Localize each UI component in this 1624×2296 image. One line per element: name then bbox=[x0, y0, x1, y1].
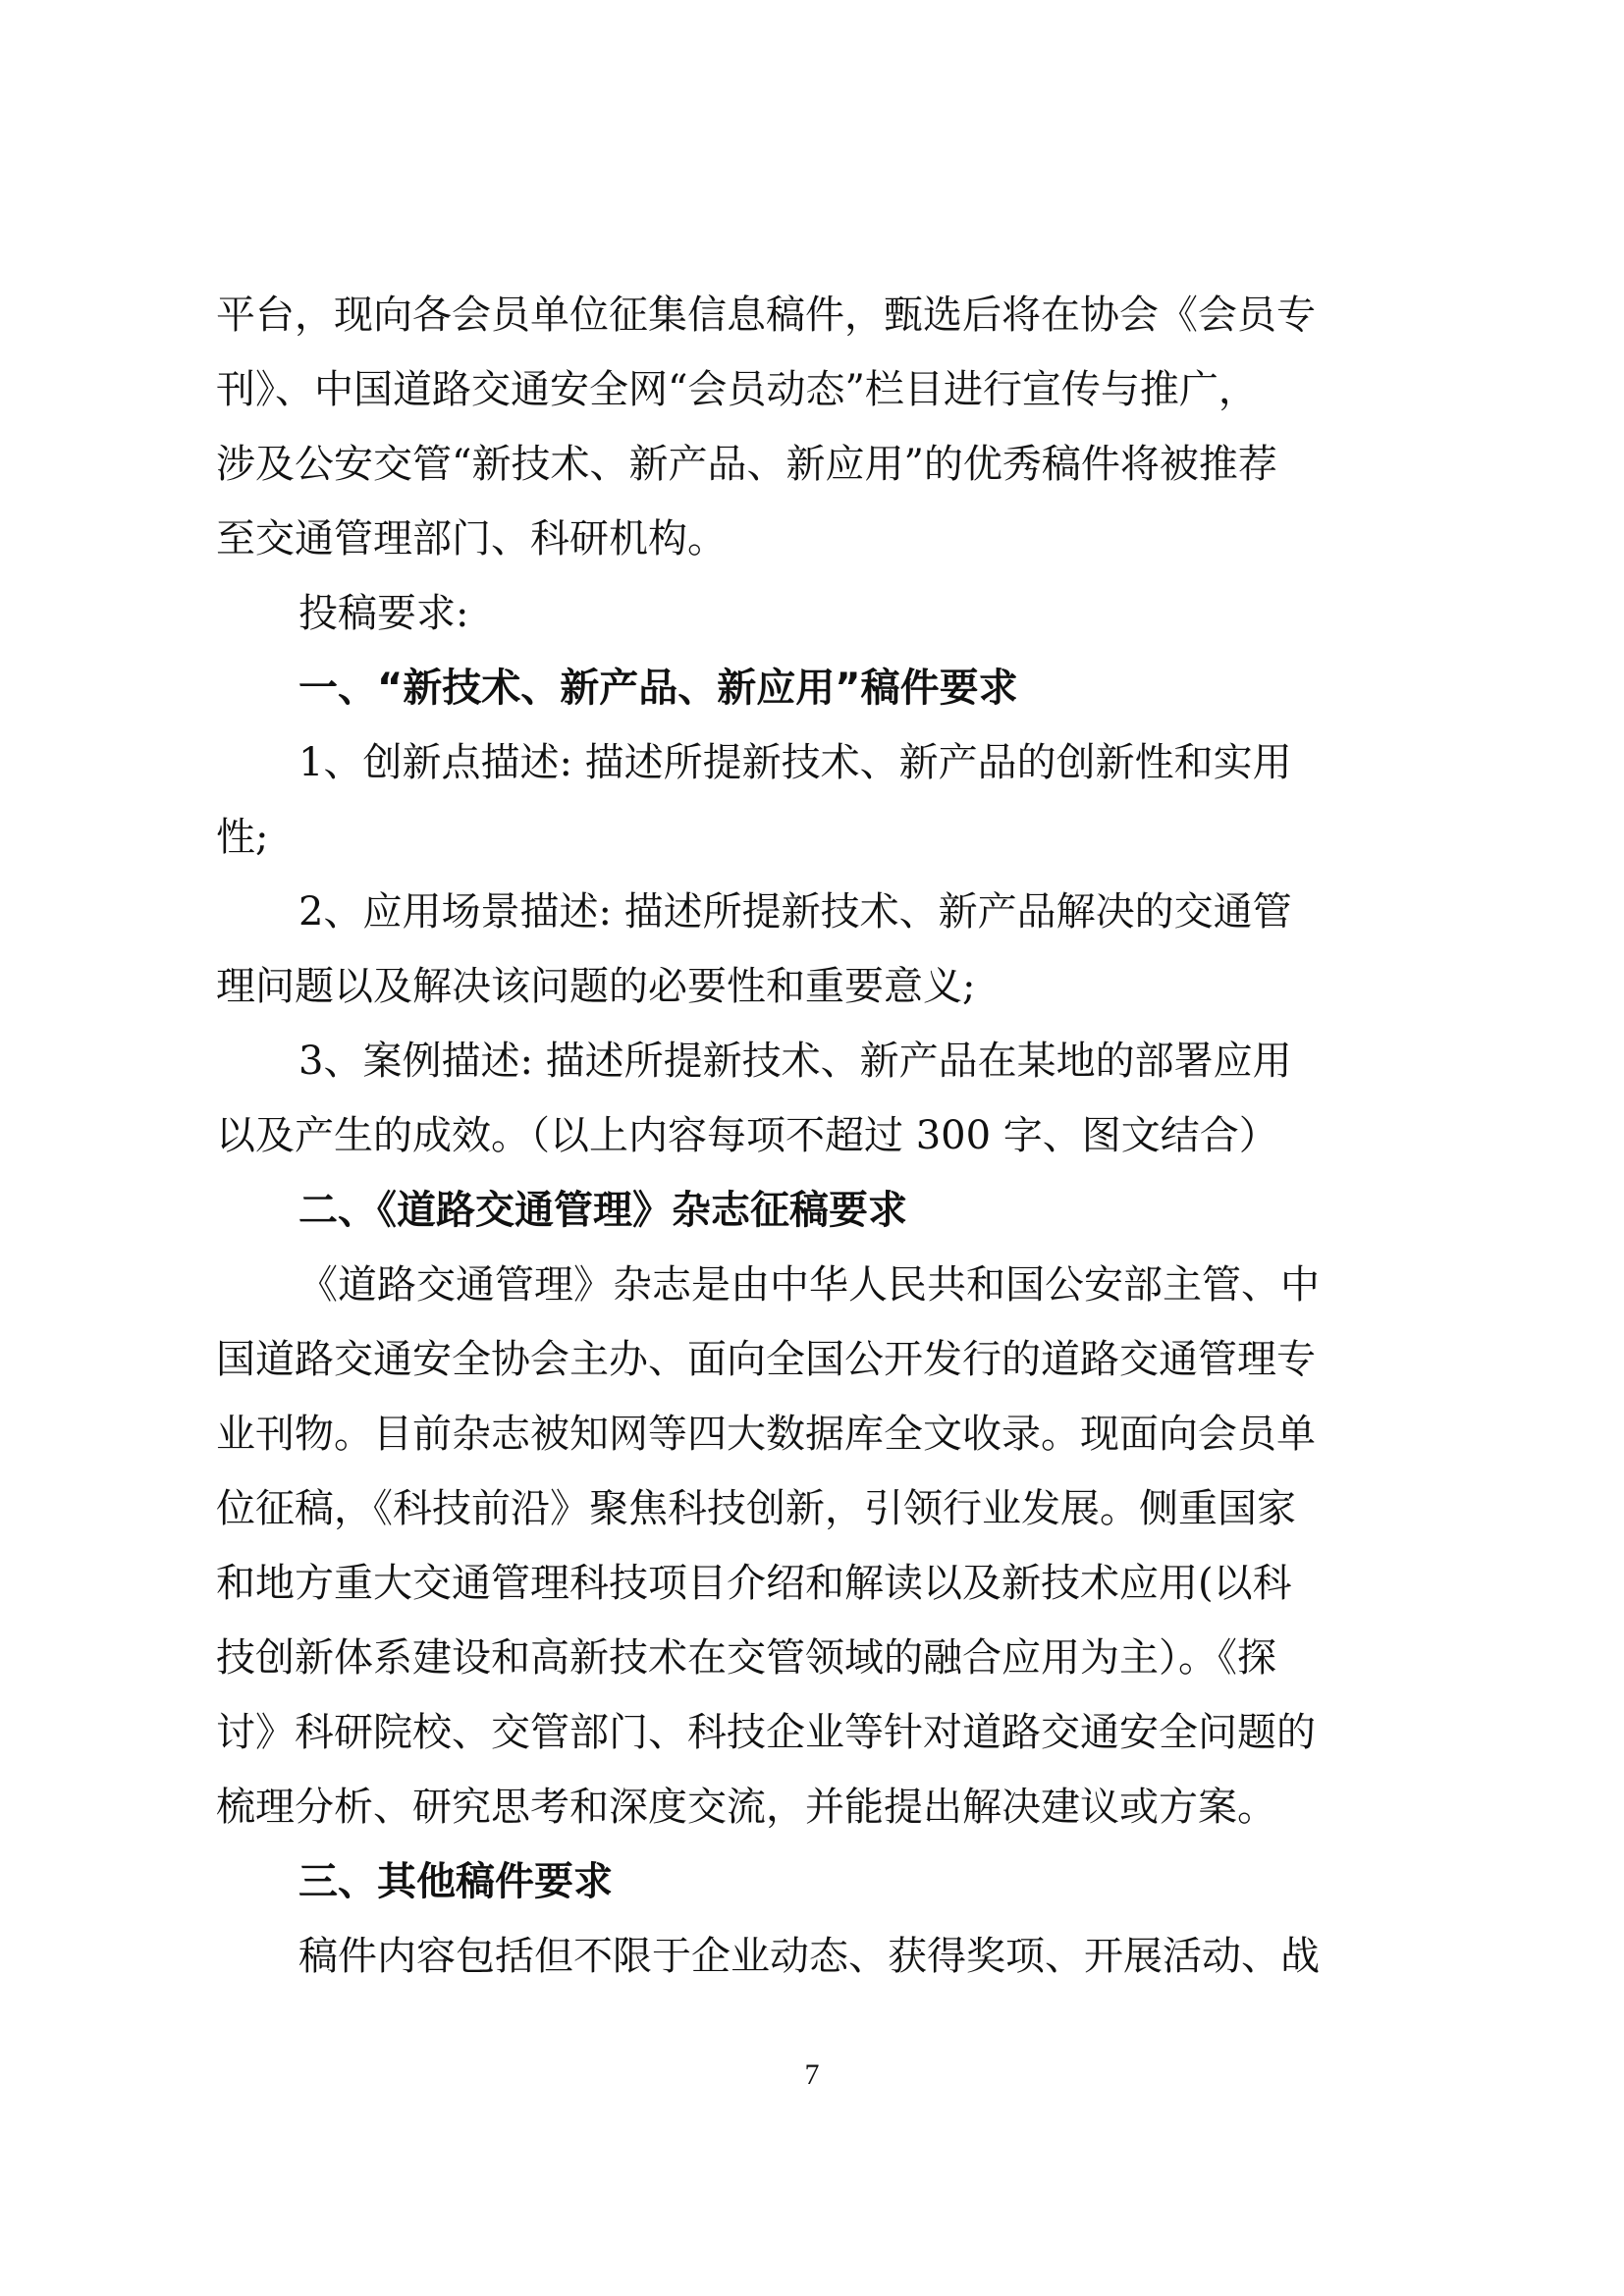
body-text bbox=[216, 278, 1424, 1994]
submission-requirements-label: 投稿要求: bbox=[298, 591, 469, 636]
paragraph-line: 以及产生的成效。（以上内容每项不超过 300 字、图文结合） bbox=[216, 1113, 1278, 1158]
paragraph-line: 国道路交通安全协会主办、面向全国公开发行的道路交通管理专 bbox=[216, 1337, 1316, 1382]
page-number: 7 bbox=[804, 2058, 820, 2091]
paragraph-line: 2、应用场景描述: 描述所提新技术、新产品解决的交通管 bbox=[298, 889, 1292, 934]
paragraph-line: 业刊物。目前杂志被知网等四大数据库全文收录。现面向会员单 bbox=[216, 1412, 1316, 1457]
paragraph-line: 平台，现向各会员单位征集信息稿件，甄选后将在协会《会员专 bbox=[216, 293, 1316, 338]
paragraph-line: 位征稿，《科技前沿》聚焦科技创新，引领行业发展。侧重国家 bbox=[216, 1486, 1296, 1531]
paragraph-line: 理问题以及解决该问题的必要性和重要意义; bbox=[216, 964, 976, 1009]
paragraph-line: 稿件内容包括但不限于企业动态、获得奖项、开展活动、战 bbox=[298, 1934, 1320, 1979]
paragraph-line: 涉及公安交管“新技术、新产品、新应用”的优秀稿件将被推荐 bbox=[216, 442, 1277, 487]
paragraph-line: 性; bbox=[216, 815, 269, 860]
paragraph-line: 刊》、中国道路交通安全网“会员动态”栏目进行宣传与推广， bbox=[216, 367, 1258, 412]
section-heading-1: 一、“新技术、新产品、新应用”稿件要求 bbox=[298, 666, 1018, 711]
paragraph-line: 和地方重大交通管理科技项目介绍和解读以及新技术应用(以科 bbox=[216, 1561, 1292, 1606]
paragraph-line: 3、案例描述: 描述所提新技术、新产品在某地的部署应用 bbox=[298, 1039, 1292, 1084]
paragraph-line: 《道路交通管理》杂志是由中华人民共和国公安部主管、中 bbox=[298, 1262, 1320, 1308]
paragraph-line: 至交通管理部门、科研机构。 bbox=[216, 516, 727, 561]
paragraph-line: 梳理分析、研究思考和深度交流，并能提出解决建议或方案。 bbox=[216, 1785, 1276, 1830]
paragraph-line: 技创新体系建设和高新技术在交管领域的融合应用为主）。《探 bbox=[216, 1635, 1276, 1681]
paragraph-line: 讨》科研院校、交管部门、科技企业等针对道路交通安全问题的 bbox=[216, 1710, 1316, 1755]
paragraph-line: 1、创新点描述: 描述所提新技术、新产品的创新性和实用 bbox=[298, 740, 1292, 785]
section-heading-2: 二、《道路交通管理》杂志征稿要求 bbox=[298, 1188, 907, 1233]
section-heading-3: 三、其他稿件要求 bbox=[298, 1859, 613, 1904]
